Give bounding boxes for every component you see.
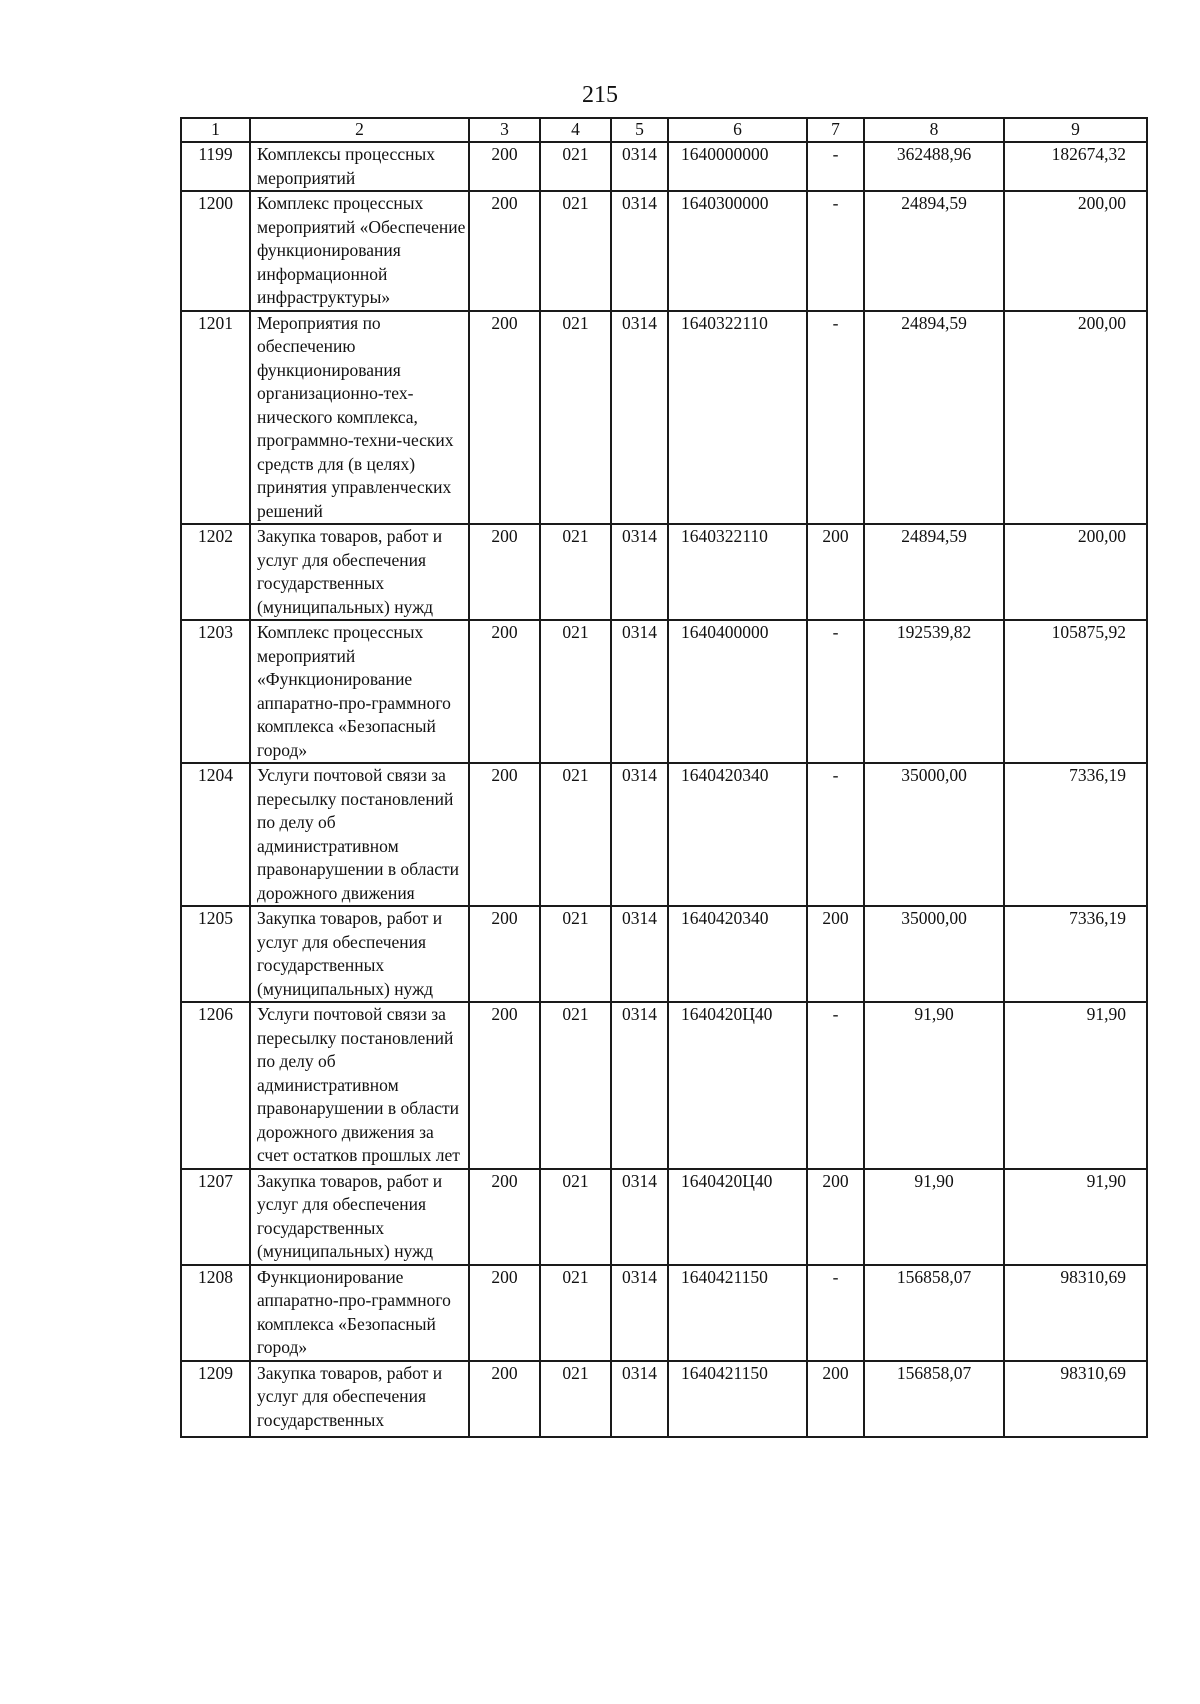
cell-col3: 200 — [469, 1169, 540, 1265]
cell-col6: 1640322110 — [668, 524, 807, 620]
cell-col8: 35000,00 — [864, 906, 1004, 1002]
row-name: Мероприятия по обеспечению функционирования организационно-тех-нического комплекса, программно-техни-ческих средств для (в целях) принятия управленческих решений — [250, 311, 469, 525]
cell-col9: 7336,19 — [1004, 763, 1147, 906]
row-number: 1199 — [181, 142, 250, 191]
column-header: 4 — [540, 118, 611, 142]
cell-col3: 200 — [469, 1265, 540, 1361]
cell-col3: 200 — [469, 142, 540, 191]
table-row — [181, 763, 1147, 906]
column-header: 5 — [611, 118, 668, 142]
row-number: 1208 — [181, 1265, 250, 1361]
table-row — [181, 311, 1147, 525]
cell-col4: 021 — [540, 142, 611, 191]
cell-col9: 7336,19 — [1004, 906, 1147, 1002]
cell-col4: 021 — [540, 191, 611, 311]
cell-col4: 021 — [540, 906, 611, 1002]
row-name: Комплекс процессных мероприятий «Функционирование аппаратно-про-граммного комплекса «Безопасный город» — [250, 620, 469, 763]
cell-col7: 200 — [807, 906, 864, 1002]
row-name: Услуги почтовой связи за пересылку постановлений по делу об административном правонарушении в области дорожного движения за счет остатков прошлых лет — [250, 1002, 469, 1169]
cell-col9: 91,90 — [1004, 1002, 1147, 1169]
row-number: 1205 — [181, 906, 250, 1002]
table-row — [181, 1002, 1147, 1169]
cell-col3: 200 — [469, 1002, 540, 1169]
row-name: Закупка товаров, работ и услуг для обеспечения государственных — [250, 1361, 469, 1438]
table-row — [181, 1265, 1147, 1361]
cell-col4: 021 — [540, 1169, 611, 1265]
cell-col8: 362488,96 — [864, 142, 1004, 191]
cell-col7: - — [807, 1002, 864, 1169]
row-number: 1202 — [181, 524, 250, 620]
table-row — [181, 1361, 1147, 1438]
row-name: Функционирование аппаратно-про-граммного комплекса «Безопасный город» — [250, 1265, 469, 1361]
cell-col6: 1640322110 — [668, 311, 807, 525]
column-header: 2 — [250, 118, 469, 142]
row-number: 1201 — [181, 311, 250, 525]
cell-col7: 200 — [807, 1361, 864, 1438]
table-row — [181, 620, 1147, 763]
cell-col7: - — [807, 311, 864, 525]
cell-col6: 1640421150 — [668, 1265, 807, 1361]
cell-col7: - — [807, 142, 864, 191]
row-number: 1207 — [181, 1169, 250, 1265]
cell-col6: 1640421150 — [668, 1361, 807, 1438]
row-name: Услуги почтовой связи за пересылку постановлений по делу об административном правонарушении в области дорожного движения — [250, 763, 469, 906]
table-row — [181, 906, 1147, 1002]
cell-col6: 1640420Ц40 — [668, 1169, 807, 1265]
cell-col5: 0314 — [611, 620, 668, 763]
column-header: 8 — [864, 118, 1004, 142]
cell-col6: 1640400000 — [668, 620, 807, 763]
row-name: Комплекс процессных мероприятий «Обеспечение функционирования информационной инфраструктуры» — [250, 191, 469, 311]
cell-col3: 200 — [469, 1361, 540, 1438]
column-header: 3 — [469, 118, 540, 142]
cell-col9: 91,90 — [1004, 1169, 1147, 1265]
cell-col9: 182674,32 — [1004, 142, 1147, 191]
cell-col8: 35000,00 — [864, 763, 1004, 906]
cell-col7: 200 — [807, 524, 864, 620]
cell-col6: 1640000000 — [668, 142, 807, 191]
cell-col9: 98310,69 — [1004, 1265, 1147, 1361]
header-row — [181, 118, 1147, 142]
cell-col9: 200,00 — [1004, 524, 1147, 620]
cell-col3: 200 — [469, 311, 540, 525]
cell-col9: 98310,69 — [1004, 1361, 1147, 1438]
cell-col6: 1640420340 — [668, 906, 807, 1002]
cell-col4: 021 — [540, 524, 611, 620]
cell-col8: 24894,59 — [864, 311, 1004, 525]
row-number: 1206 — [181, 1002, 250, 1169]
cell-col5: 0314 — [611, 763, 668, 906]
cell-col9: 200,00 — [1004, 191, 1147, 311]
cell-col3: 200 — [469, 191, 540, 311]
row-number: 1204 — [181, 763, 250, 906]
cell-col5: 0314 — [611, 1361, 668, 1438]
column-header: 6 — [668, 118, 807, 142]
cell-col4: 021 — [540, 1002, 611, 1169]
row-number: 1203 — [181, 620, 250, 763]
cell-col8: 156858,07 — [864, 1265, 1004, 1361]
cell-col6: 1640300000 — [668, 191, 807, 311]
cell-col5: 0314 — [611, 191, 668, 311]
row-name: Закупка товаров, работ и услуг для обеспечения государственных (муниципальных) нужд — [250, 524, 469, 620]
table-row — [181, 524, 1147, 620]
cell-col5: 0314 — [611, 1265, 668, 1361]
cell-col8: 156858,07 — [864, 1361, 1004, 1438]
cell-col8: 24894,59 — [864, 524, 1004, 620]
table-row — [181, 1169, 1147, 1265]
column-header: 7 — [807, 118, 864, 142]
cell-col3: 200 — [469, 763, 540, 906]
row-name: Закупка товаров, работ и услуг для обеспечения государственных (муниципальных) нужд — [250, 906, 469, 1002]
cell-col7: - — [807, 1265, 864, 1361]
cell-col4: 021 — [540, 1361, 611, 1438]
table-row — [181, 142, 1147, 191]
cell-col7: - — [807, 763, 864, 906]
cell-col5: 0314 — [611, 524, 668, 620]
row-name: Комплексы процессных мероприятий — [250, 142, 469, 191]
cell-col7: - — [807, 620, 864, 763]
table-row — [181, 191, 1147, 311]
cell-col3: 200 — [469, 620, 540, 763]
cell-col4: 021 — [540, 311, 611, 525]
cell-col8: 24894,59 — [864, 191, 1004, 311]
cell-col5: 0314 — [611, 906, 668, 1002]
cell-col4: 021 — [540, 620, 611, 763]
budget-table — [180, 117, 1148, 1438]
page-number: 215 — [582, 82, 618, 108]
row-number: 1200 — [181, 191, 250, 311]
cell-col9: 200,00 — [1004, 311, 1147, 525]
column-header: 1 — [181, 118, 250, 142]
row-name: Закупка товаров, работ и услуг для обеспечения государственных (муниципальных) нужд — [250, 1169, 469, 1265]
cell-col5: 0314 — [611, 1169, 668, 1265]
cell-col5: 0314 — [611, 311, 668, 525]
row-number: 1209 — [181, 1361, 250, 1438]
cell-col5: 0314 — [611, 142, 668, 191]
cell-col5: 0314 — [611, 1002, 668, 1169]
cell-col9: 105875,92 — [1004, 620, 1147, 763]
cell-col6: 1640420340 — [668, 763, 807, 906]
cell-col6: 1640420Ц40 — [668, 1002, 807, 1169]
cell-col8: 192539,82 — [864, 620, 1004, 763]
cell-col7: - — [807, 191, 864, 311]
cell-col7: 200 — [807, 1169, 864, 1265]
column-header: 9 — [1004, 118, 1147, 142]
cell-col4: 021 — [540, 763, 611, 906]
cell-col8: 91,90 — [864, 1002, 1004, 1169]
cell-col3: 200 — [469, 906, 540, 1002]
cell-col4: 021 — [540, 1265, 611, 1361]
cell-col8: 91,90 — [864, 1169, 1004, 1265]
cell-col3: 200 — [469, 524, 540, 620]
